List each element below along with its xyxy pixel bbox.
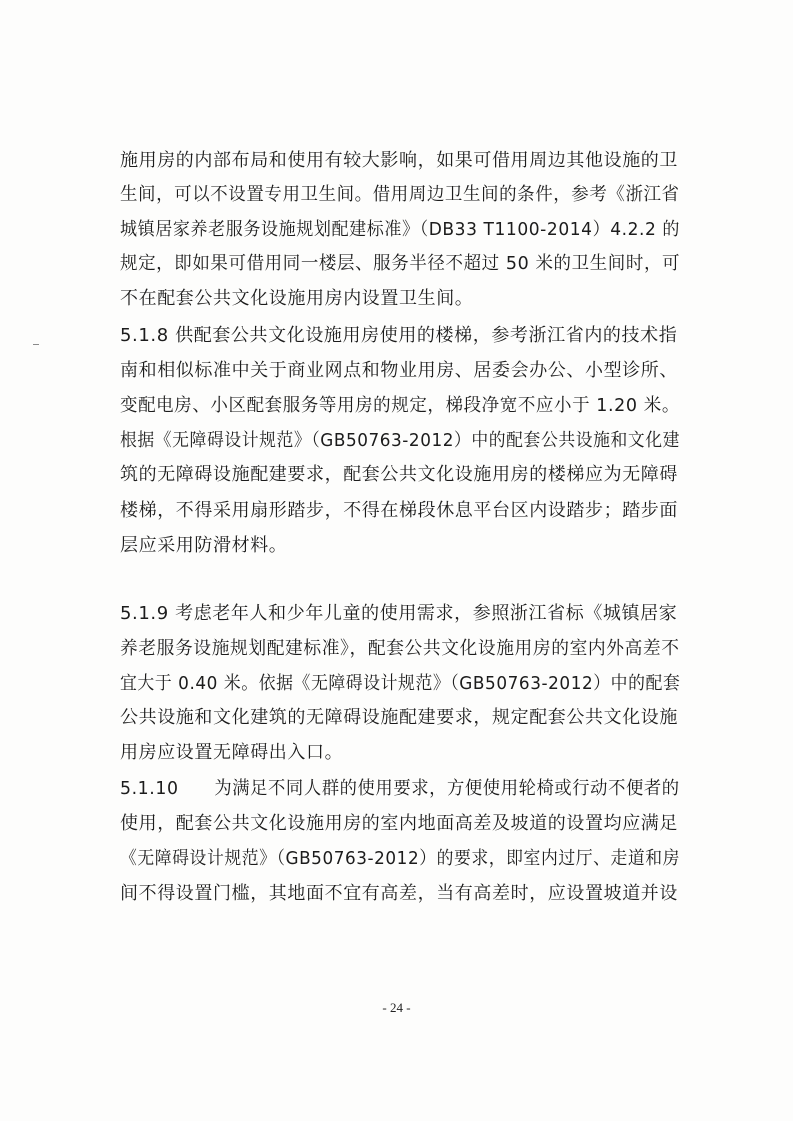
text-line: 《无障碍设计规范》（GB50763-2012）的要求，即室内过厅、走道和房 bbox=[120, 848, 681, 869]
text-line: 间不得设置门槛，其地面不宜有高差，当有高差时，应设置坡道并设 bbox=[120, 883, 678, 904]
text-line: 使用，配套公共文化设施用房的室内地面高差及坡道的设置均应满足 bbox=[120, 813, 678, 834]
text-line: 南和相似标准中关于商业网点和物业用房、居委会办公、小型诊所、 bbox=[120, 360, 678, 381]
clause-5-1-10-line: 5.1.10 为满足不同人群的使用要求，方便使用轮椅或行动不便者的 bbox=[120, 778, 680, 799]
text-line: 施用房的内部布局和使用有较大影响，如果可借用周边其他设施的卫 bbox=[120, 150, 678, 171]
text-line: 宜大于 0.40 米。依据《无障碍设计规范》（GB50763-2012）中的配套 bbox=[120, 673, 681, 694]
text-line: 不在配套公共文化设施用房内设置卫生间。 bbox=[120, 288, 474, 309]
text-line: 规定，即如果可借用同一楼层、服务半径不超过 50 米的卫生间时，可 bbox=[120, 253, 681, 274]
text-line: 养老服务设施规划配建标准》，配套公共文化设施用房的室内外高差不 bbox=[120, 638, 680, 659]
clause-5-1-8-line: 5.1.8 供配套公共文化设施用房使用的楼梯，参考浙江省内的技术指 bbox=[120, 325, 678, 346]
text-line: 用房应设置无障碍出入口。 bbox=[120, 742, 344, 763]
text-line: 筑的无障碍设施配建要求，配套公共文化设施用房的楼梯应为无障碍 bbox=[120, 464, 678, 485]
text-line: 根据《无障碍设计规范》（GB50763-2012）中的配套公共设施和文化建 bbox=[120, 430, 681, 451]
clause-5-1-9-line: 5.1.9 考虑老年人和少年儿童的使用需求，参照浙江省标《城镇居家 bbox=[120, 603, 678, 624]
text-line: 公共设施和文化建筑的无障碍设施配建要求，规定配套公共文化设施 bbox=[120, 707, 678, 728]
text-line: 变配电房、小区配套服务等用房的规定，梯段净宽不应小于 1.20 米。 bbox=[120, 395, 680, 416]
scan-artifact-mark bbox=[33, 344, 39, 345]
text-line: 楼梯，不得采用扇形踏步，不得在梯段休息平台区内设踏步；踏步面 bbox=[120, 500, 678, 521]
page-number: - 24 - bbox=[382, 1000, 411, 1015]
text-line: 生间，可以不设置专用卫生间。借用周边卫生间的条件，参考《浙江省 bbox=[120, 184, 680, 205]
text-line: 城镇居家养老服务设施规划配建标准》（DB33 T1100-2014）4.2.2 的 bbox=[120, 219, 681, 240]
text-line: 层应采用防滑材料。 bbox=[120, 535, 288, 556]
